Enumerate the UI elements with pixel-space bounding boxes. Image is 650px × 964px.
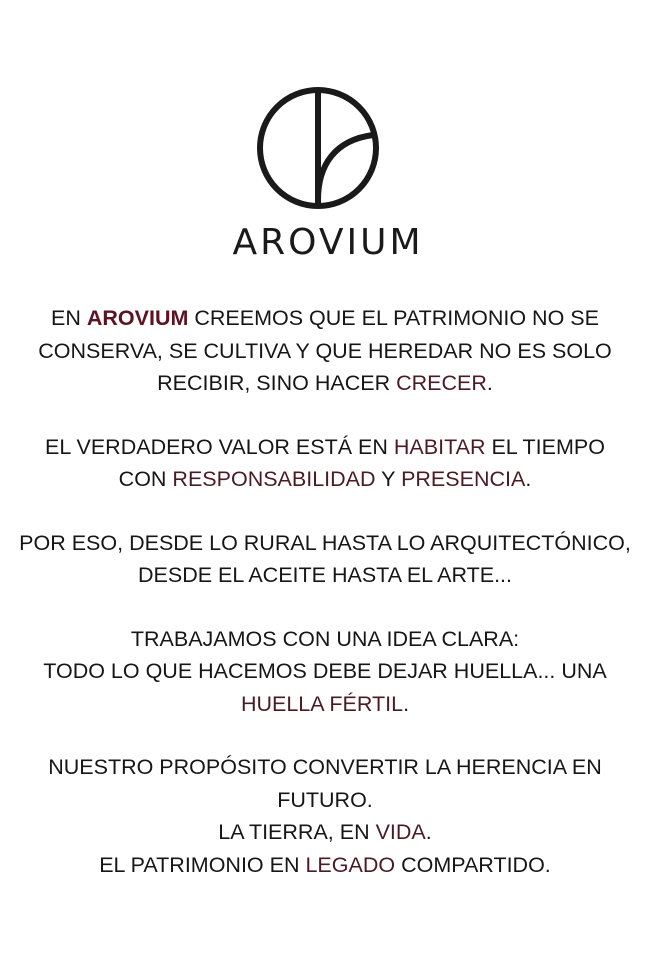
- text-line: EN AROVIUM CREEMOS QUE EL PATRIMONIO NO SE: [51, 306, 599, 330]
- highlight-word: VIDA: [375, 820, 426, 844]
- text-line: DESDE EL ACEITE HASTA EL ARTE...: [138, 563, 512, 587]
- text-line: RECIBIR, SINO HACER CRECER.: [157, 371, 493, 395]
- text-line: TRABAJAMOS CON UNA IDEA CLARA:: [130, 626, 520, 651]
- paragraph-scope: [0, 527, 650, 592]
- text-line: LA TIERRA, EN VIDA.: [218, 820, 432, 844]
- highlight-word: CRECER: [396, 371, 487, 395]
- paragraph-value: [0, 431, 650, 496]
- circle-sprout-icon: [255, 85, 381, 211]
- highlight-word: LEGADO: [305, 852, 396, 877]
- text-line: EL VERDADERO VALOR ESTÁ EN HABITAR EL TIEMPO: [45, 434, 605, 459]
- text-line: CON RESPONSABILIDAD Y PRESENCIA.: [118, 467, 532, 491]
- manifesto-text: [0, 302, 650, 912]
- text-line: EL PATRIMONIO EN LEGADO COMPARTIDO.: [99, 852, 551, 877]
- paragraph-belief: [0, 302, 650, 400]
- text-line: FUTURO.: [277, 787, 373, 812]
- brand-wordmark: AROVIUM: [232, 222, 424, 263]
- text-line: TODO LO QUE HACEMOS DEBE DEJAR HUELLA... UNA: [43, 659, 607, 683]
- text-line: HUELLA FÉRTIL.: [240, 691, 410, 716]
- highlight-word: PRESENCIA: [401, 467, 526, 491]
- highlight-word: HUELLA FÉRTIL: [240, 691, 404, 716]
- paragraph-idea: [0, 623, 650, 721]
- brand-logo: [255, 85, 381, 211]
- text-line: NUESTRO PROPÓSITO CONVERTIR LA HERENCIA EN: [48, 755, 602, 779]
- brand-highlight: AROVIUM: [86, 306, 189, 330]
- highlight-word: HABITAR: [393, 434, 486, 459]
- text-line: CONSERVA, SE CULTIVA Y QUE HEREDAR NO ES SOLO: [38, 338, 612, 363]
- paragraph-purpose: [0, 751, 650, 881]
- highlight-word: RESPONSABILIDAD: [172, 467, 376, 491]
- text-line: POR ESO, DESDE LO RURAL HASTA LO ARQUITECTÓNICO,: [19, 530, 631, 555]
